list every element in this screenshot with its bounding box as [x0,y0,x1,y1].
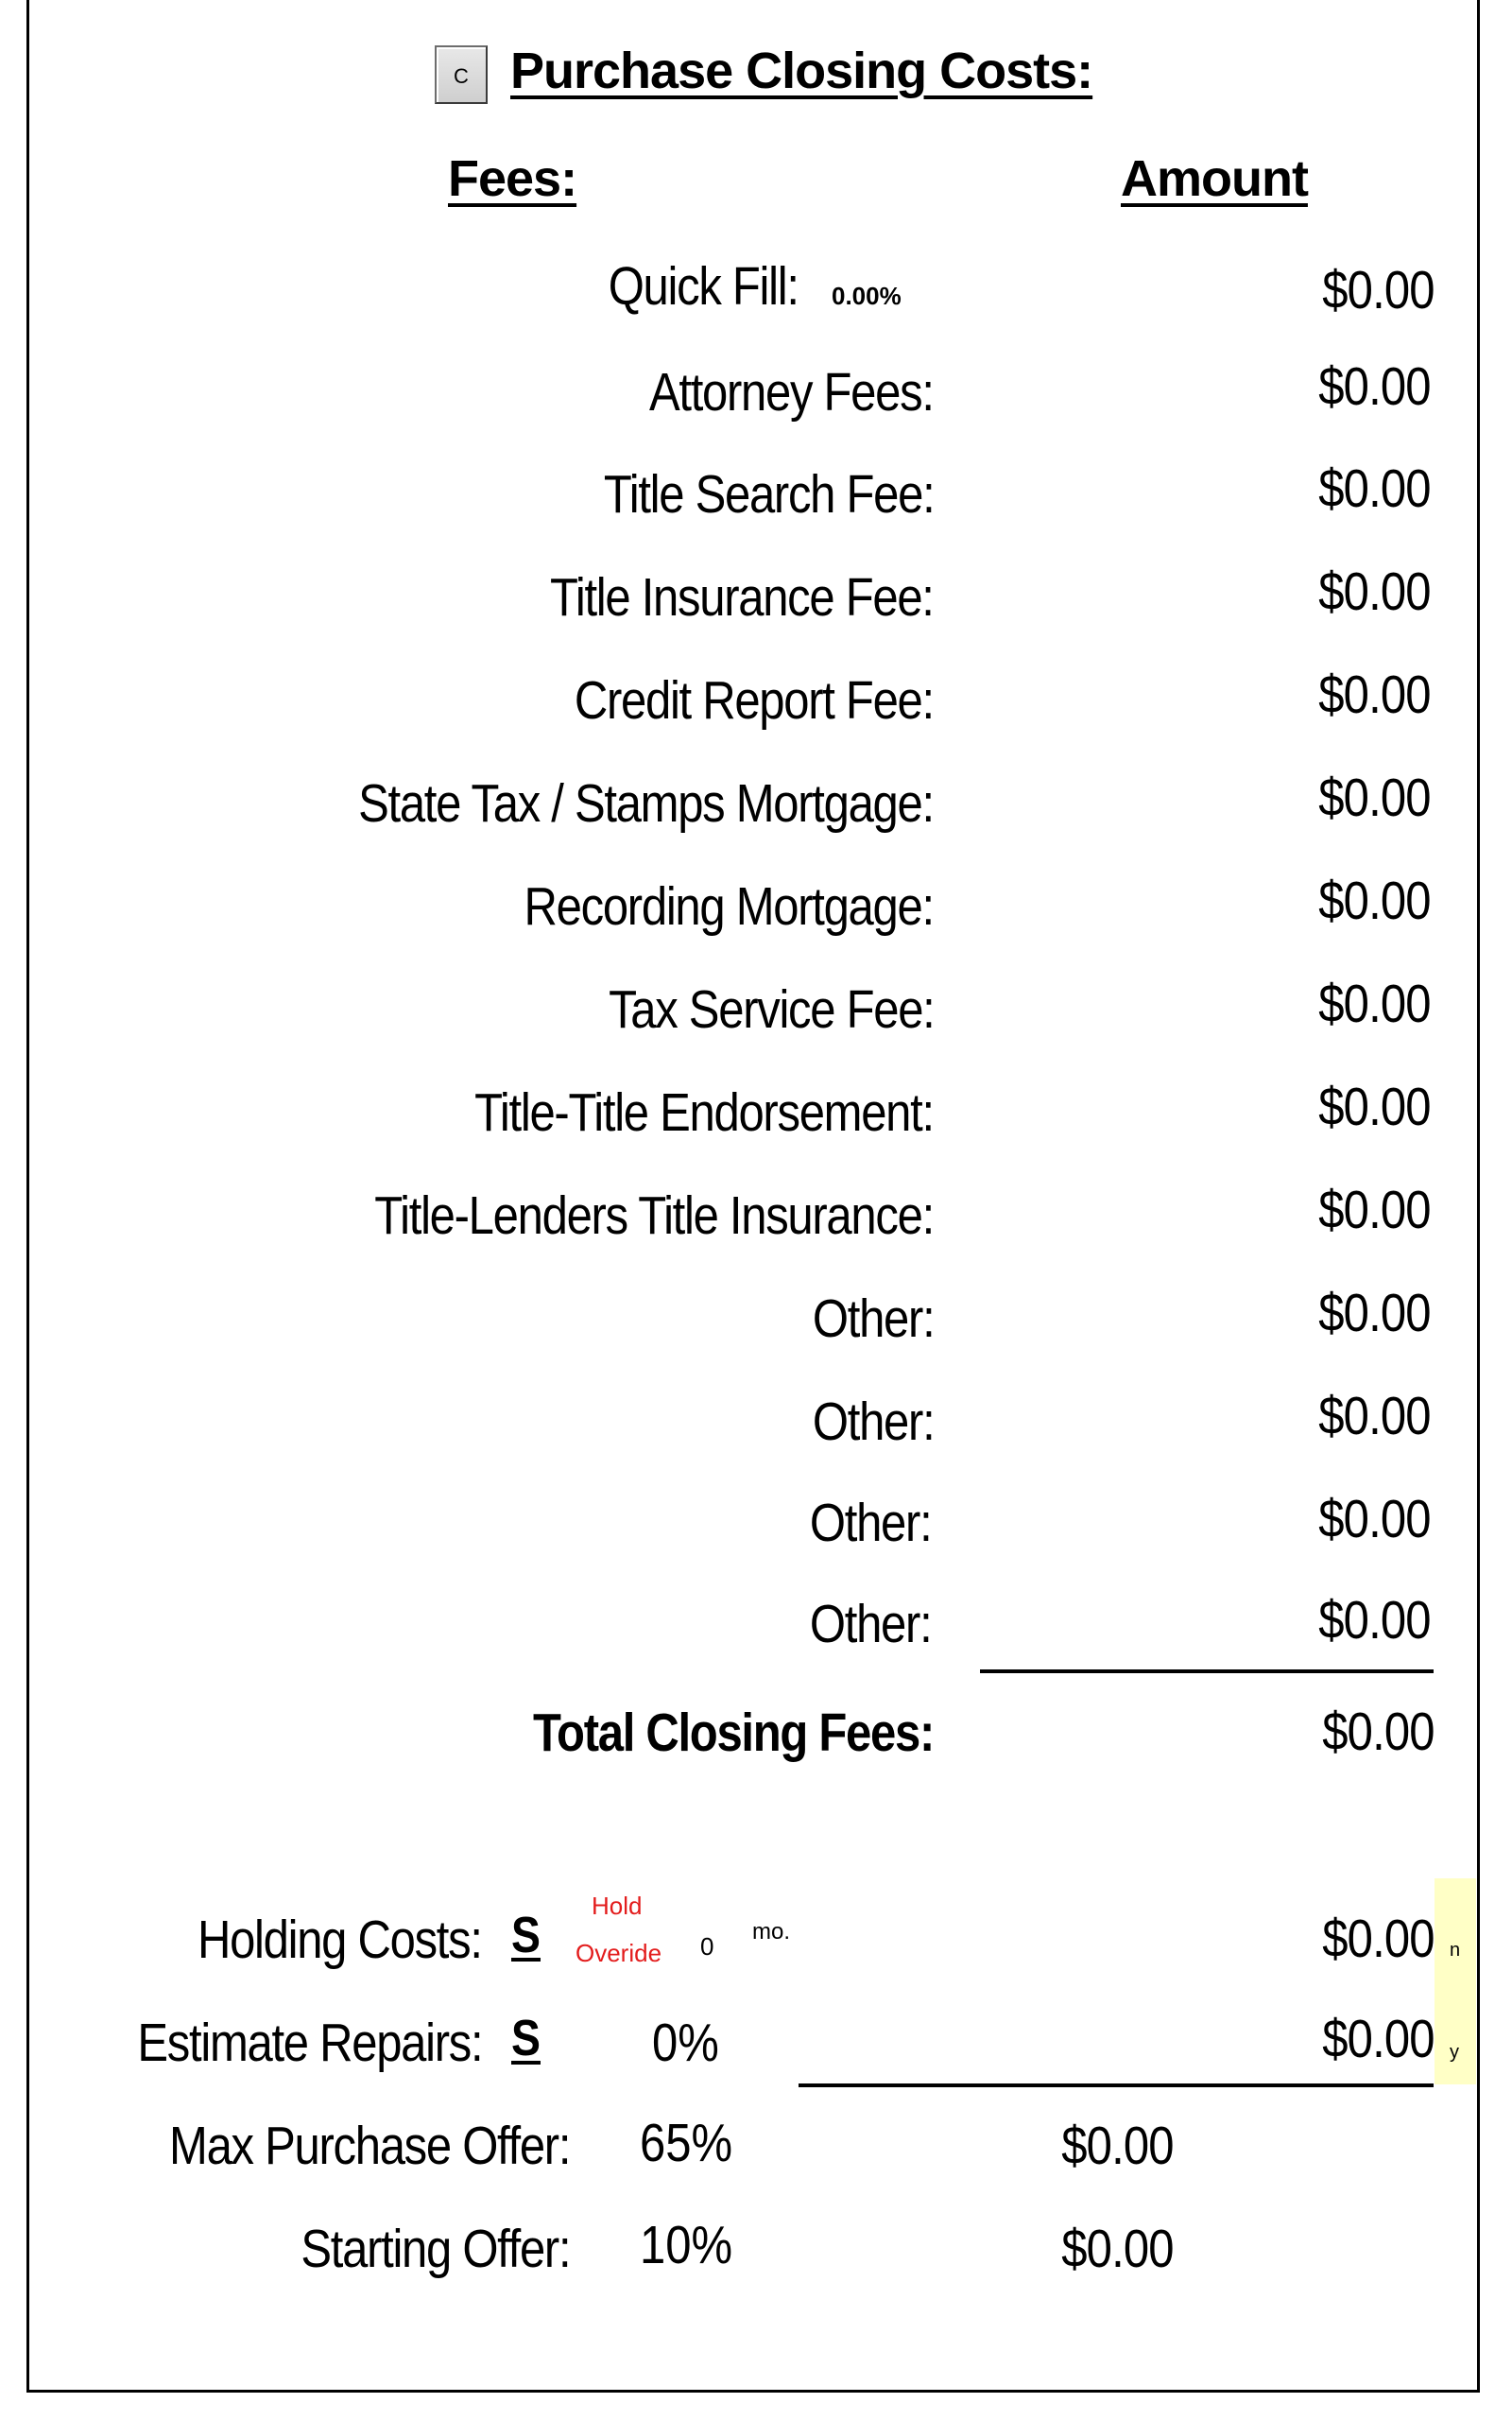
fee-amount-input[interactable]: $0.00 [1318,458,1431,519]
starting-offer-amount: $0.00 [1061,2219,1174,2279]
fee-amount-input[interactable]: $0.00 [1318,1077,1431,1137]
total-closing-fees-amount: $0.00 [1322,1702,1435,1762]
fee-amount-input[interactable]: $0.00 [1318,871,1431,931]
fee-amount-input[interactable]: $0.00 [1318,1180,1431,1240]
fee-label: Other: [812,1288,934,1349]
fee-label: Other: [809,1594,931,1654]
holding-flag: n [1450,1940,1461,1961]
hold-override-line2[interactable]: Overide [576,1939,662,1967]
fee-label: Other: [809,1493,931,1553]
fee-label: Title-Title Endorsement: [474,1082,934,1143]
starting-offer-label: Starting Offer: [301,2219,570,2279]
fee-amount-input[interactable]: $0.00 [1318,665,1431,725]
fee-label: Title Search Fee: [603,464,934,525]
fee-label: Credit Report Fee: [575,670,934,731]
section-title: Purchase Closing Costs: [510,43,1093,99]
fee-amount-input[interactable]: $0.00 [1318,562,1431,622]
clear-button[interactable]: C [435,45,488,104]
fee-label: State Tax / Stamps Mortgage: [358,773,934,834]
hold-override-line1[interactable]: Hold [592,1892,643,1920]
quick-fill-label: Quick Fill: [609,256,799,317]
estimate-repairs-s-link[interactable]: S [511,2010,541,2066]
offer-rule [799,2083,1434,2087]
fee-label: Title-Lenders Title Insurance: [374,1185,934,1246]
fee-amount-input[interactable]: $0.00 [1318,356,1431,417]
quick-fill-amount: $0.00 [1322,260,1435,320]
holding-months-unit: mo. [752,1919,791,1945]
fees-column-heading: Fees: [448,150,577,207]
max-purchase-offer-label: Max Purchase Offer: [168,2116,570,2176]
amount-column-heading: Amount [1121,150,1308,207]
fee-amount-input[interactable]: $0.00 [1318,1489,1431,1549]
subtotal-rule [980,1669,1434,1673]
holding-months-input[interactable]: 0 [700,1932,714,1961]
fee-label: Title Insurance Fee: [550,567,934,628]
holding-costs-amount: $0.00 [1322,1909,1435,1969]
fee-amount-input[interactable]: $0.00 [1318,768,1431,828]
quick-fill-percent-input[interactable]: 0.00% [832,282,902,310]
estimate-repairs-amount: $0.00 [1322,2009,1435,2069]
fee-amount-input[interactable]: $0.00 [1318,974,1431,1034]
estimate-repairs-label: Estimate Repairs: [137,2013,482,2073]
fee-label: Attorney Fees: [649,362,934,423]
holding-costs-label: Holding Costs: [198,1910,482,1970]
fee-label: Other: [812,1392,934,1452]
fee-amount-input[interactable]: $0.00 [1318,1386,1431,1446]
estimate-repairs-percent-input[interactable]: 0% [652,2013,719,2073]
fee-amount-input[interactable]: $0.00 [1318,1590,1431,1651]
repairs-flag: y [1450,2042,1459,2063]
total-closing-fees-label: Total Closing Fees: [533,1703,934,1763]
max-purchase-offer-amount: $0.00 [1061,2116,1174,2176]
fee-amount-input[interactable]: $0.00 [1318,1283,1431,1343]
max-purchase-offer-percent-input[interactable]: 65% [640,2113,733,2173]
fee-label: Tax Service Fee: [608,979,934,1040]
starting-offer-percent-input[interactable]: 10% [640,2215,733,2275]
holding-costs-s-link[interactable]: S [511,1907,541,1963]
fee-label: Recording Mortgage: [524,876,934,937]
